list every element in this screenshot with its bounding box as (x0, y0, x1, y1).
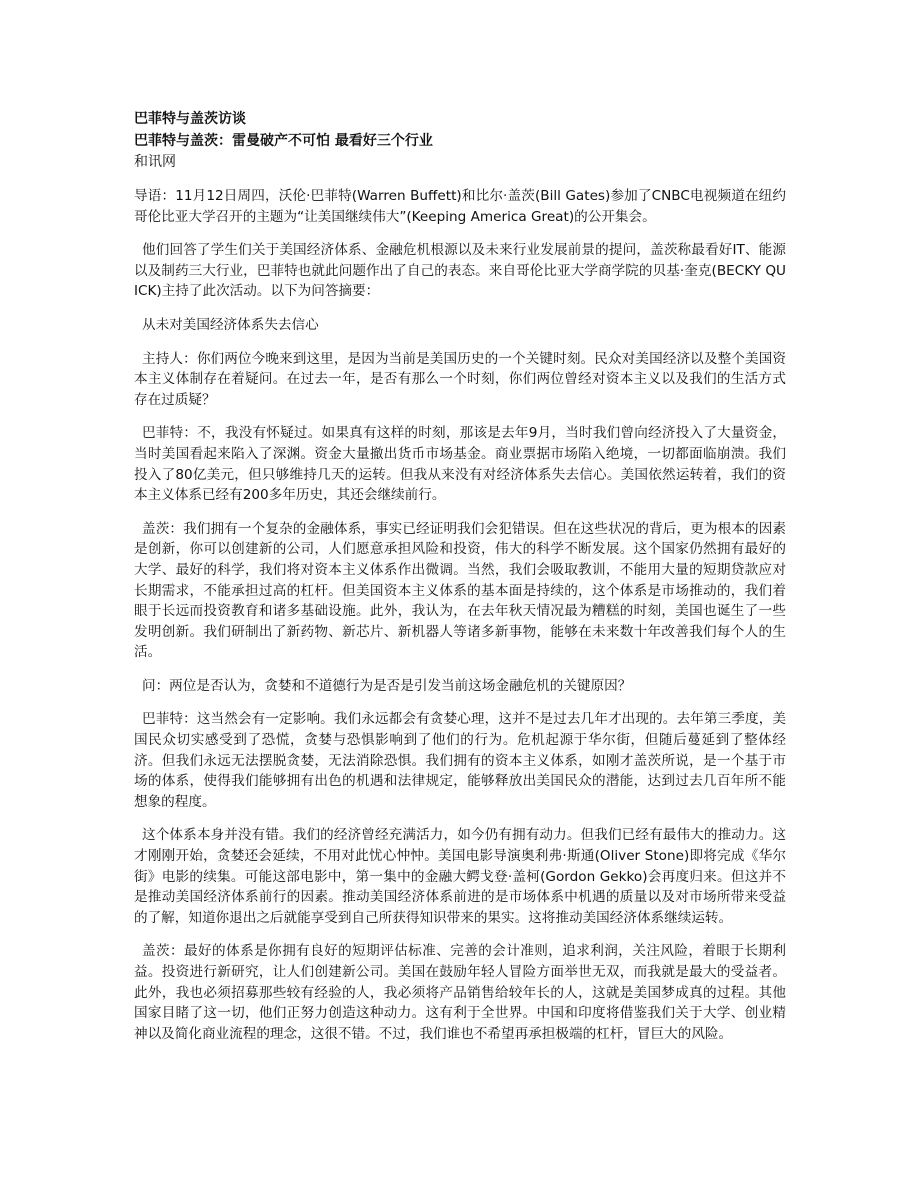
gates-answer-paragraph: 盖茨：最好的体系是你拥有良好的短期评估标准、完善的会计准则，追求利润，关注风险，着眼于长期利益。投资进行新研究，让人们创建新公司。美国在鼓励年轻人冒险方面举世无双，而我就是最大的受益者。此外，我也必须招募那些较有经验的人，我必须将产品销售给较年长的人，这就是美国梦成真的过程。其他国家目睹了这一切，他们正努力创造这种动力。这有利于全世界。中国和印度将借鉴我们关于大学、创业精神以及简化商业流程的理念，这很不错。不过，我们谁也不希望再承担极端的杠杆，冒巨大的风险。 (134, 943, 786, 1042)
document-title: 巴菲特与盖茨访谈 (134, 111, 246, 127)
buffett-answer-paragraph: 巴菲特：这当然会有一定影响。我们永远都会有贪婪心理，这并不是过去几年才出现的。去年第三季度，美国民众切实感受到了恐慌，贪婪与恐惧影响到了他们的行为。危机起源于华尔街，但随后蔓延到了整体经济。但我们永远无法摆脱贪婪，无法消除恐惧。我们拥有的资本主义体系，如刚才盖茨所说，是一个基于市场的体系，使得我们能够拥有出色的机遇和法律规定，能够释放出美国民众的潜能，达到过去几百年所不能想象的程度。 (134, 711, 786, 810)
buffett-answer-paragraph: 巴菲特：不，我没有怀疑过。如果真有这样的时刻，那该是去年9月，当时我们曾向经济投入了大量资金，当时美国看起来陷入了深渊。资金大量撤出货币市场基金。商业票据市场陷入绝境，一切都面临崩溃。我们投入了80亿美元，但只够维持几天的运转。但我从来没有对经济体系失去信心。美国依然运转着，我们的资本主义体系已经有200多年历史，其还会继续前行。 (134, 425, 786, 504)
question-paragraph: 问：两位是否认为，贪婪和不道德行为是否是引发当前这场金融危机的关键原因？ (142, 677, 632, 694)
buffett-continued-paragraph: 这个体系本身并没有错。我们的经济曾经充满活力，如今仍有拥有动力。但我们已经有最伟大的推动力。这才刚刚开始，贪婪还会延续，不用对此忧心忡忡。美国电影导演奥利弗·斯通(Oliver Stone)即将完成《华尔街》电影的续集。可能这部电影中，第一集中的金融大鳄戈登·盖柯(Gordon Gekko)会再度归来。但这并不是推动美国经济体系前行的因素。推动美国经济体系前进的是市场体系中机遇的质量以及对市场所带来受益的了解，知道你退出之后就能享受到自己所获得知识带来的果实。这将推动美国经济体系继续运转。 (134, 827, 786, 926)
document-subtitle: 巴菲特与盖茨：雷曼破产不可怕 最看好三个行业 (134, 133, 433, 149)
section-heading: 从未对美国经济体系失去信心 (142, 316, 319, 333)
intro-paragraph: 导语：11月12日周四，沃伦·巴菲特(Warren Buffett)和比尔·盖茨(Bill Gates)参加了CNBC电视频道在纽约哥伦比亚大学召开的主题为“让美国继续伟大”(Keeping America Great)的公开集会。 (134, 188, 786, 225)
gates-answer-paragraph: 盖茨：我们拥有一个复杂的金融体系，事实已经证明我们会犯错误。但在这些状况的背后，更为根本的因素是创新，你可以创建新的公司，人们愿意承担风险和投资，伟大的科学不断发展。这个国家仍然拥有最好的大学、最好的科学，我们将对资本主义体系作出微调。当然，我们会吸取教训，不能用大量的短期贷款应对长期需求，不能承担过高的杠杆。但美国资本主义体系的基本面是持续的，这个体系是市场推动的，我们着眼于长远而投资教育和诸多基础设施。此外，我认为，在去年秋天情况最为糟糕的时刻，美国也诞生了一些发明创新。我们研制出了新药物、新芯片、新机器人等诸多新事物，能够在未来数十年改善我们每个人的生活。 (134, 520, 786, 661)
document-page (134, 108, 786, 1044)
document-source: 和讯网 (134, 154, 176, 170)
host-question-paragraph: 主持人：你们两位今晚来到这里，是因为当前是美国历史的一个关键时刻。民众对美国经济以及整个美国资本主义体制存在着疑问。在过去一年，是否有那么一个时刻，你们两位曾经对资本主义以及我们的生活方式存在过质疑？ (134, 350, 786, 408)
body-paragraph: 他们回答了学生们关于美国经济体系、金融危机根源以及未来行业发展前景的提问，盖茨称最看好IT、能源以及制药三大行业，巴菲特也就此问题作出了自己的表态。来自哥伦比亚大学商学院的贝基·奎克(BECKY QUICK)主持了此次活动。以下为问答摘要： (134, 242, 786, 300)
